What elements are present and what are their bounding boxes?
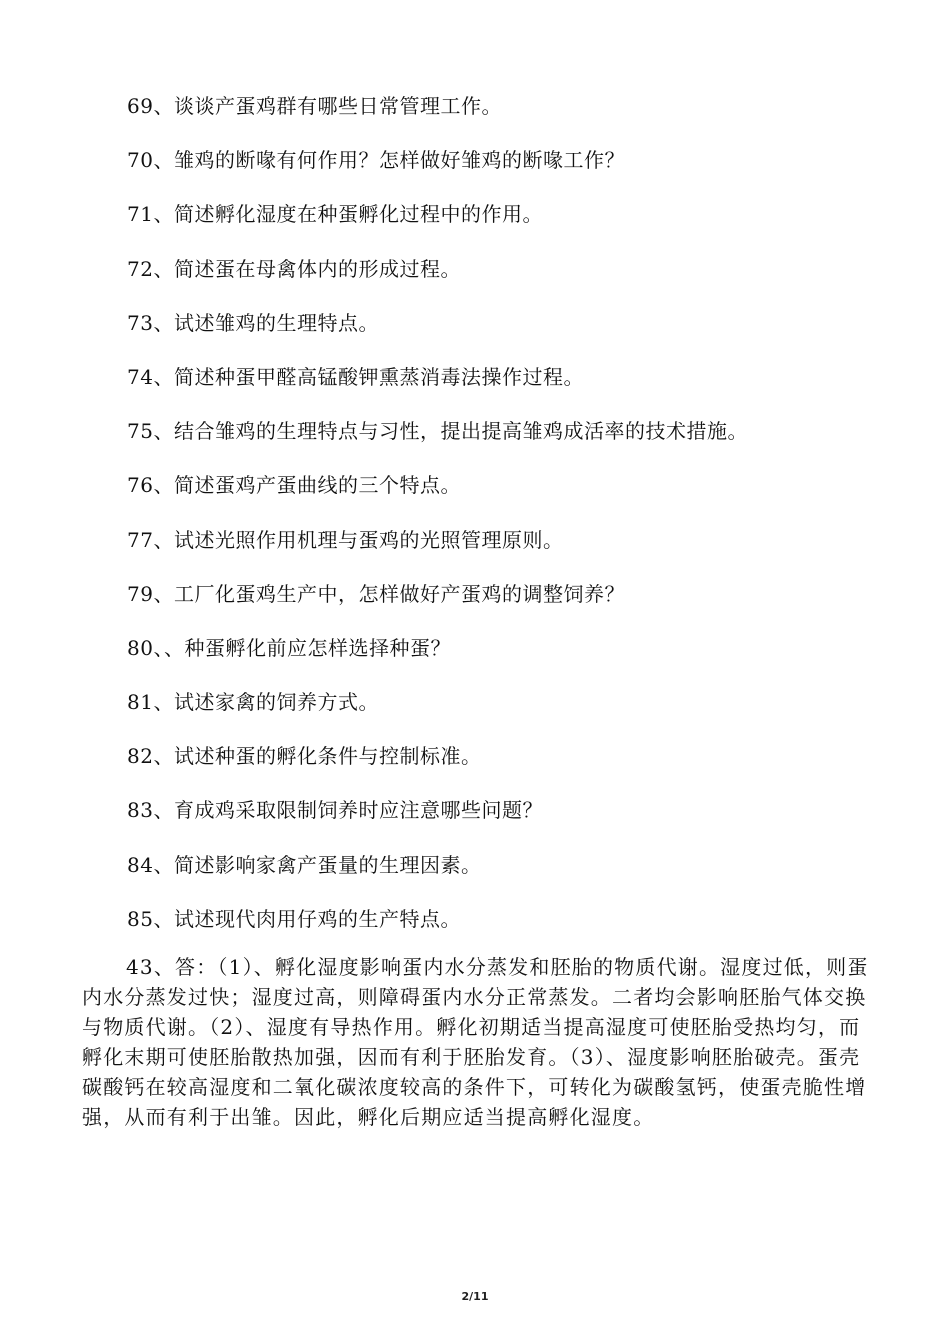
question-item: 71、简述孵化湿度在种蛋孵化过程中的作用。 [127, 202, 543, 227]
question-item: 72、简述蛋在母禽体内的形成过程。 [127, 256, 461, 281]
page-number: 2/11 [461, 1290, 489, 1303]
answer-paragraph: 43、答：（1）、孵化湿度影响蛋内水分蒸发和胚胎的物质代谢。湿度过低，则蛋内水分蒸发过快；湿度过高，则障碍蛋内水分正常蒸发。二者均会影响胚胎气体交换与物质代谢。（2）、湿度有导热作用。孵化初期适当提高湿度可使胚胎受热均匀，而孵化末期可使胚胎散热加强，因而有利于胚胎发育。（3）、湿度影响胚胎破壳。蛋壳碳酸钙在较高湿度和二氧化碳浓度较高的条件下，可转化为碳酸氢钙，使蛋壳脆性增强，从而有利于出雏。因此，孵化后期应适当提高孵化湿度。 [82, 955, 869, 1129]
question-item: 80、、种蛋孵化前应怎样选择种蛋？ [127, 635, 451, 660]
question-item: 81、试述家禽的饲养方式。 [127, 690, 379, 715]
question-item: 79、工厂化蛋鸡生产中，怎样做好产蛋鸡的调整饲养？ [127, 581, 625, 606]
question-list [127, 88, 887, 955]
question-item: 82、试述种蛋的孵化条件与控制标准。 [127, 744, 482, 769]
question-item: 70、雏鸡的断喙有何作用？怎样做好雏鸡的断喙工作？ [127, 148, 625, 173]
question-item: 73、试述雏鸡的生理特点。 [127, 310, 379, 335]
question-item: 77、试述光照作用机理与蛋鸡的光照管理原则。 [127, 527, 564, 552]
question-item: 76、简述蛋鸡产蛋曲线的三个特点。 [127, 473, 461, 498]
question-item: 75、结合雏鸡的生理特点与习性，提出提高雏鸡成活率的技术措施。 [127, 419, 748, 444]
question-item: 74、简述种蛋甲醛高锰酸钾熏蒸消毒法操作过程。 [127, 364, 584, 389]
question-item: 85、试述现代肉用仔鸡的生产特点。 [127, 906, 461, 931]
question-item: 83、育成鸡采取限制饲养时应注意哪些问题？ [127, 798, 543, 823]
question-item: 84、简述影响家禽产蛋量的生理因素。 [127, 852, 482, 877]
question-item: 69、谈谈产蛋鸡群有哪些日常管理工作。 [127, 94, 502, 118]
